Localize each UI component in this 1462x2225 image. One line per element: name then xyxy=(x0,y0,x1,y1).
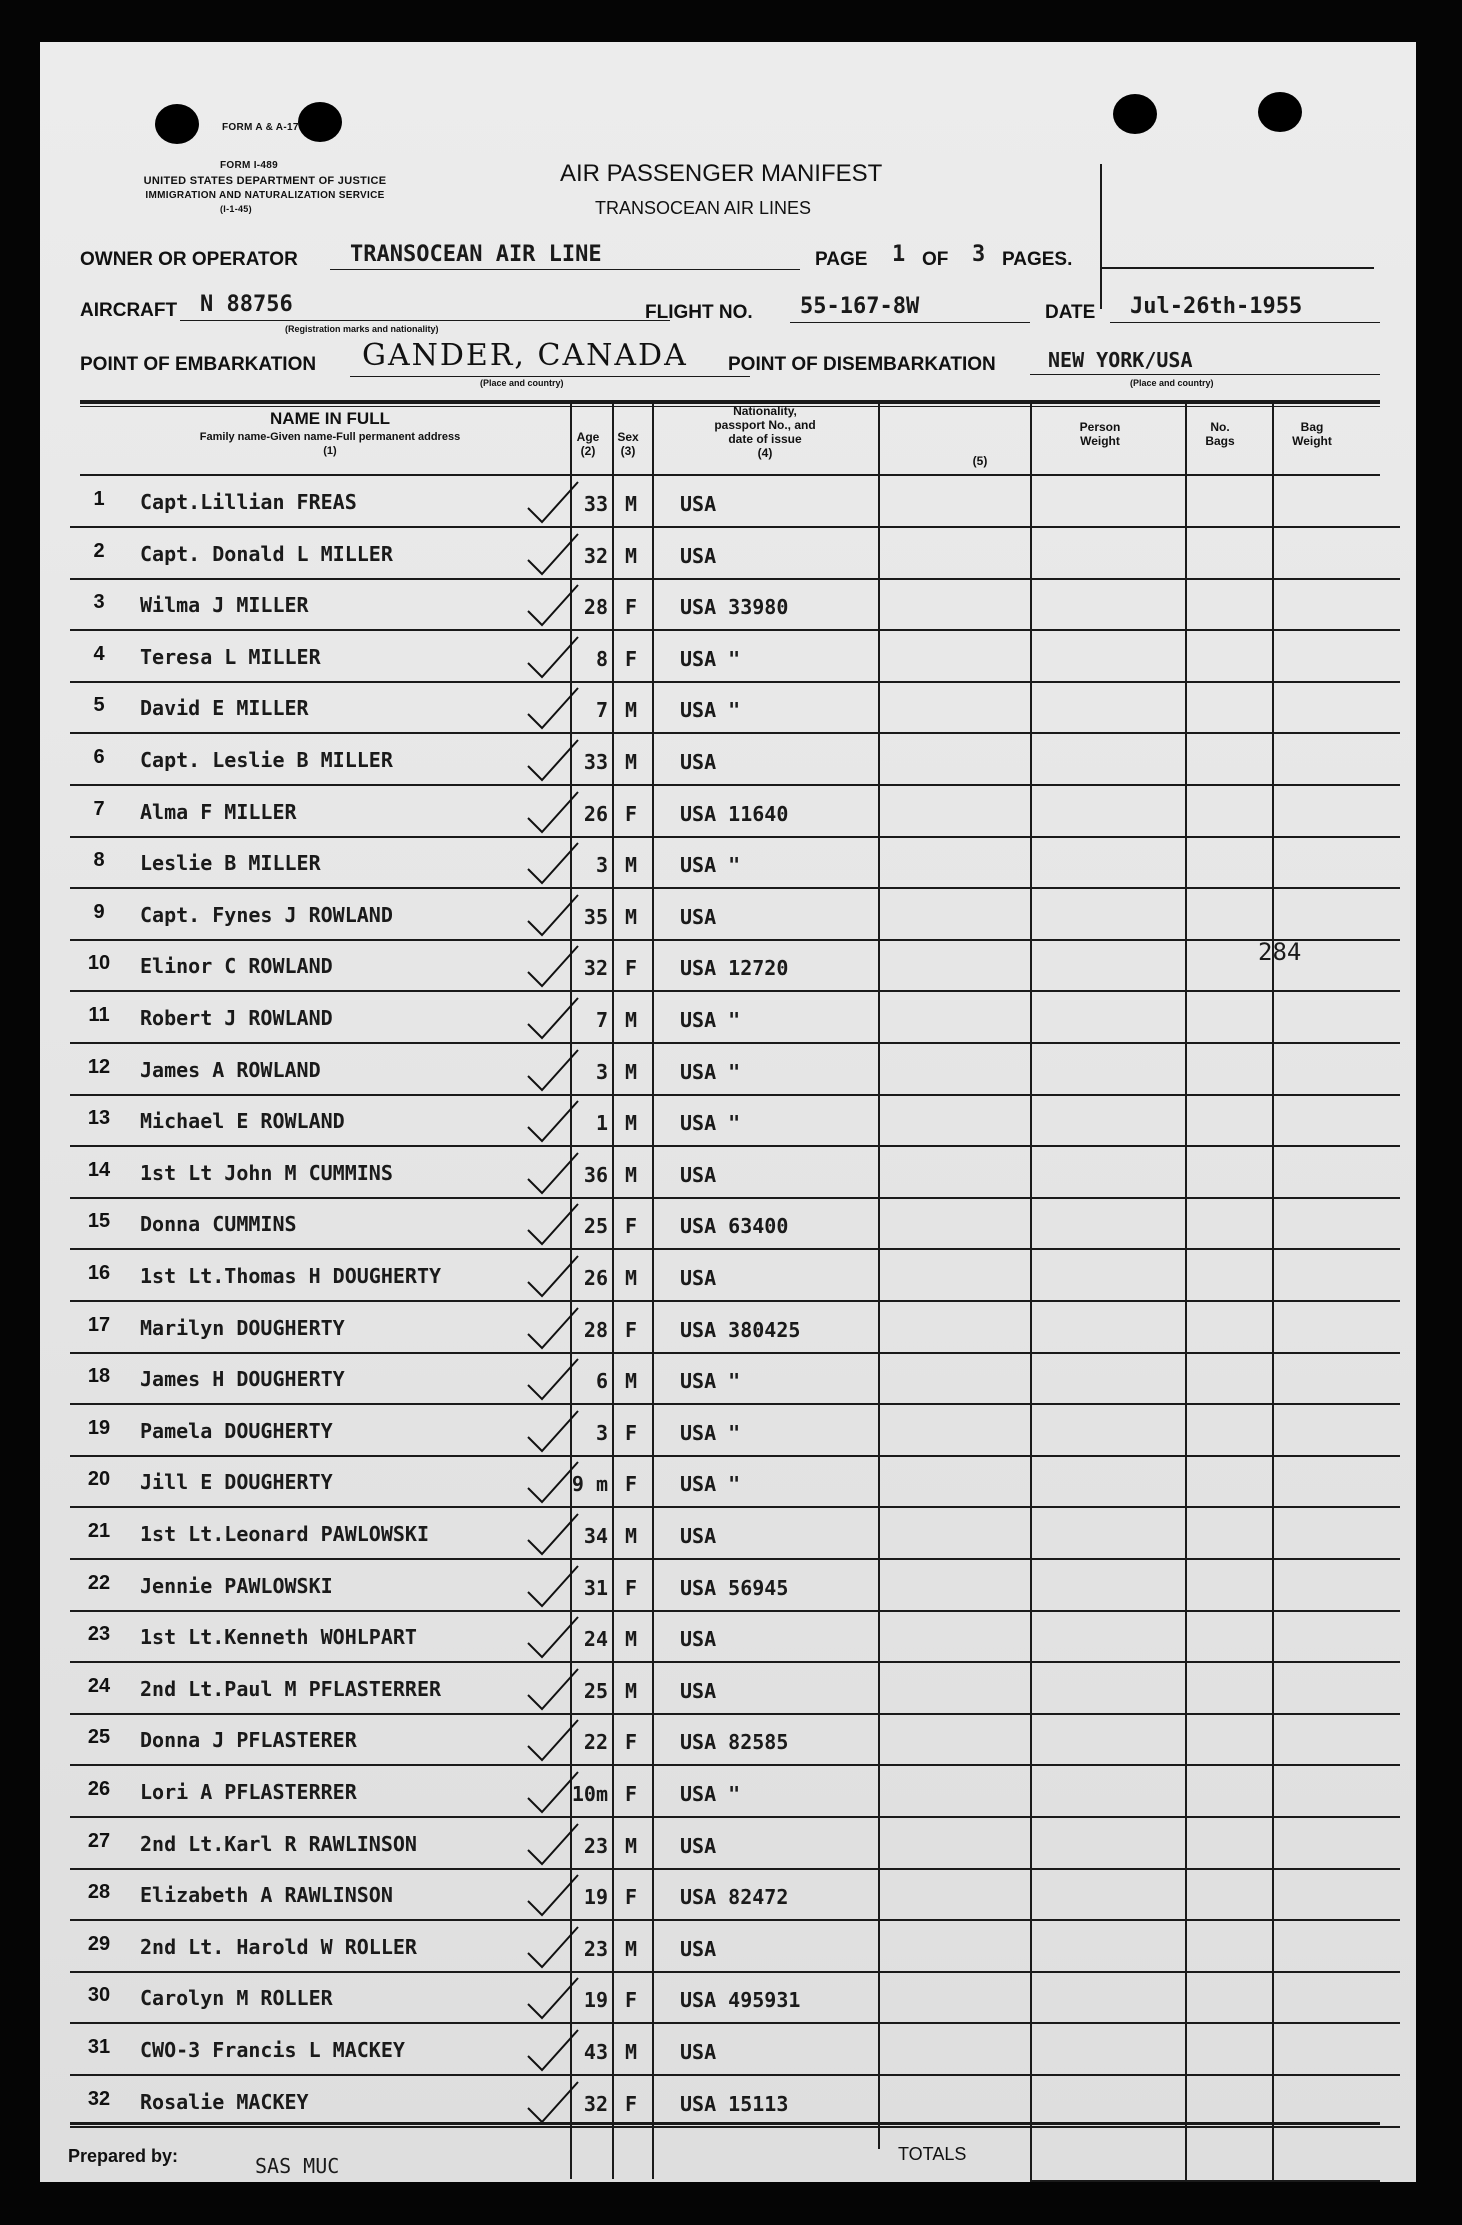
row-rule xyxy=(70,1403,1400,1405)
row-number: 27 xyxy=(87,1829,111,1852)
row-rule xyxy=(70,1145,1400,1147)
passenger-name: 2nd Lt. Harold W ROLLER xyxy=(140,1934,417,1959)
prepared-by-value: SAS MUC xyxy=(255,2154,340,2178)
passenger-row xyxy=(40,1820,1416,1872)
passenger-name: Michael E ROWLAND xyxy=(140,1109,345,1134)
row-number: 5 xyxy=(93,694,105,717)
owner-value: TRANSOCEAN AIR LINE xyxy=(350,242,602,267)
passenger-nationality: USA xyxy=(680,1162,717,1187)
row-number: 13 xyxy=(87,1107,111,1130)
passenger-age: 33 xyxy=(583,750,608,774)
passenger-row xyxy=(40,1149,1416,1201)
department-line-2: IMMIGRATION AND NATURALIZATION SERVICE xyxy=(145,190,385,201)
passenger-row xyxy=(40,994,1416,1046)
passenger-age: 8 xyxy=(595,646,608,671)
passenger-row xyxy=(40,1871,1416,1923)
passenger-name: Elinor C ROWLAND xyxy=(140,954,333,979)
passenger-nationality: USA " xyxy=(680,646,741,671)
airline-name: TRANSOCEAN AIR LINES xyxy=(595,198,812,218)
passenger-age: 3 xyxy=(595,1420,608,1445)
passenger-age: 26 xyxy=(583,1266,608,1290)
passenger-nationality: USA 15113 xyxy=(680,2091,789,2116)
passenger-sex: M xyxy=(624,2040,638,2064)
passenger-age: 19 xyxy=(583,1885,608,1910)
row-rule xyxy=(70,1971,1400,1973)
passenger-row xyxy=(40,1252,1416,1304)
passenger-nationality: USA " xyxy=(680,1472,741,1497)
passenger-age: 28 xyxy=(583,595,608,620)
passenger-sex: M xyxy=(624,853,638,878)
passenger-age: 28 xyxy=(583,1317,608,1342)
passenger-row xyxy=(40,1613,1416,1665)
page-value: 1 xyxy=(892,242,906,267)
passenger-name: Carolyn M ROLLER xyxy=(140,1986,333,2011)
passenger-sex: M xyxy=(624,1111,638,1136)
passenger-nationality: USA " xyxy=(680,1369,741,1394)
col-nationality-header: Nationality, passport No., and date of issue (4) xyxy=(714,404,816,460)
passenger-row xyxy=(40,1046,1416,1098)
disembarkation-value: NEW YORK/USA xyxy=(1048,348,1193,372)
aircraft-label: AIRCRAFT xyxy=(80,300,178,321)
passenger-row xyxy=(40,581,1416,633)
row-rule xyxy=(70,1816,1400,1818)
passenger-nationality: USA 82472 xyxy=(680,1885,789,1910)
row-rule xyxy=(70,1248,1400,1250)
passenger-age: 7 xyxy=(595,698,608,723)
row-rule xyxy=(70,1300,1400,1302)
row-rule xyxy=(70,1919,1400,1921)
passenger-row xyxy=(40,530,1416,582)
form-number: FORM I-489 xyxy=(220,160,279,171)
passenger-sex: M xyxy=(624,1162,638,1187)
passenger-name: 1st Lt.Kenneth WOHLPART xyxy=(140,1625,417,1650)
col-person-weight-header: Person Weight xyxy=(1079,420,1121,448)
row-number: 23 xyxy=(87,1623,111,1646)
page-label: PAGE xyxy=(815,249,868,270)
row-number: 7 xyxy=(93,797,105,820)
manifest-title: AIR PASSENGER MANIFEST xyxy=(560,160,883,187)
passenger-age: 35 xyxy=(583,904,608,929)
row-rule xyxy=(70,1558,1400,1560)
passenger-row xyxy=(40,1716,1416,1768)
row-number: 4 xyxy=(93,642,105,665)
row-rule xyxy=(70,2126,1400,2128)
passenger-nationality: USA " xyxy=(680,853,741,878)
passenger-age: 10m xyxy=(571,1782,608,1806)
manifest-sheet xyxy=(40,42,1416,2182)
row-rule xyxy=(70,578,1400,580)
passenger-name: Marilyn DOUGHERTY xyxy=(140,1315,345,1340)
passenger-nationality: USA xyxy=(680,1266,717,1290)
row-rule xyxy=(70,990,1400,992)
passenger-row xyxy=(40,478,1416,530)
passenger-nationality: USA " xyxy=(680,698,741,723)
passenger-sex: M xyxy=(624,750,638,774)
passenger-sex: F xyxy=(624,1575,638,1600)
passenger-age: 3 xyxy=(595,853,608,878)
passenger-name: James H DOUGHERTY xyxy=(140,1367,345,1392)
passenger-name: 1st Lt John M CUMMINS xyxy=(140,1160,393,1185)
passenger-age: 26 xyxy=(583,801,608,826)
row-number: 29 xyxy=(87,1932,111,1955)
passenger-row xyxy=(40,891,1416,943)
passenger-nationality: USA xyxy=(680,492,717,516)
passenger-row xyxy=(40,633,1416,685)
passenger-age: 31 xyxy=(583,1575,608,1600)
form-top-label: FORM A & A-17 xyxy=(222,122,299,133)
passenger-nationality: USA xyxy=(680,1627,717,1652)
col-bag-weight-header: Bag Weight xyxy=(1292,420,1332,448)
passenger-age: 1 xyxy=(595,1111,608,1136)
passenger-name: Capt. Fynes J ROWLAND xyxy=(140,902,393,927)
department-line-3: (I-1-45) xyxy=(220,204,252,214)
passenger-age: 32 xyxy=(583,956,608,981)
passenger-age: 32 xyxy=(583,543,608,568)
row-number: 1 xyxy=(93,488,105,510)
flight-value: 55-167-8W xyxy=(800,294,920,319)
row-rule xyxy=(70,1713,1400,1715)
passenger-sex: M xyxy=(624,1936,638,1961)
passenger-sex: F xyxy=(624,2091,638,2116)
row-number: 18 xyxy=(87,1365,111,1388)
passenger-sex: F xyxy=(624,1317,638,1342)
passenger-name: Elizabeth A RAWLINSON xyxy=(140,1883,393,1908)
row-rule xyxy=(70,1042,1400,1044)
passenger-nationality: USA xyxy=(680,1833,717,1858)
passenger-nationality: USA " xyxy=(680,1111,741,1136)
passenger-sex: F xyxy=(624,801,638,826)
passenger-name: David E MILLER xyxy=(140,696,309,721)
row-number: 20 xyxy=(87,1468,111,1491)
side-note: 284 xyxy=(1258,938,1302,966)
punch-hole xyxy=(1258,92,1302,132)
passenger-row xyxy=(40,1355,1416,1407)
passenger-name: Jill E DOUGHERTY xyxy=(140,1470,333,1495)
row-rule xyxy=(70,1506,1400,1508)
row-number: 31 xyxy=(87,2036,111,2058)
passenger-nationality: USA xyxy=(680,1524,717,1548)
disembarkation-note: (Place and country) xyxy=(1130,378,1214,388)
passenger-sex: F xyxy=(624,1730,638,1755)
embarkation-note: (Place and country) xyxy=(480,378,564,388)
passenger-name: Lori A PFLASTERRER xyxy=(140,1780,357,1804)
punch-hole xyxy=(1113,94,1157,134)
passenger-nationality: USA 33980 xyxy=(680,595,789,620)
passenger-nationality: USA xyxy=(680,2040,717,2064)
passenger-sex: M xyxy=(624,1627,638,1652)
passenger-row xyxy=(40,1768,1416,1820)
pages-label: PAGES. xyxy=(1002,249,1073,270)
passenger-row xyxy=(40,1458,1416,1510)
aircraft-value: N 88756 xyxy=(200,292,293,317)
row-number: 17 xyxy=(87,1313,111,1336)
row-rule xyxy=(70,1352,1400,1354)
passenger-age: 34 xyxy=(583,1524,608,1548)
passenger-name: Capt. Leslie B MILLER xyxy=(140,748,393,772)
row-rule xyxy=(70,1610,1400,1612)
passenger-sex: M xyxy=(624,904,638,929)
embarkation-value: GANDER, CANADA xyxy=(362,338,688,373)
row-rule xyxy=(70,732,1400,734)
row-number: 8 xyxy=(93,849,105,872)
passenger-name: Pamela DOUGHERTY xyxy=(140,1418,333,1443)
row-number: 22 xyxy=(87,1571,111,1594)
passenger-age: 24 xyxy=(583,1627,608,1652)
punch-hole xyxy=(298,102,342,142)
row-rule xyxy=(70,681,1400,683)
punch-hole xyxy=(155,104,199,144)
passenger-sex: F xyxy=(624,1988,638,2013)
passenger-row xyxy=(40,1200,1416,1252)
passenger-age: 36 xyxy=(583,1162,608,1187)
row-rule xyxy=(70,1661,1400,1663)
passenger-sex: F xyxy=(624,1420,638,1445)
row-number: 12 xyxy=(87,1055,111,1078)
passenger-name: Donna CUMMINS xyxy=(140,1212,297,1237)
passenger-sex: F xyxy=(624,1472,638,1497)
passenger-age: 43 xyxy=(583,2040,608,2064)
row-rule xyxy=(70,836,1400,838)
passenger-row xyxy=(40,684,1416,736)
passenger-nationality: USA 12720 xyxy=(680,956,789,981)
passenger-row xyxy=(40,2026,1416,2078)
row-number: 2 xyxy=(93,539,105,562)
col-age-header: Age (2) xyxy=(576,430,600,458)
row-number: 26 xyxy=(87,1778,111,1800)
row-rule xyxy=(70,784,1400,786)
row-number: 9 xyxy=(93,900,105,923)
passenger-age: 6 xyxy=(595,1369,608,1394)
flight-label: FLIGHT NO. xyxy=(645,302,753,323)
passenger-name: Teresa L MILLER xyxy=(140,644,321,669)
col-name-header: NAME IN FULL Family name-Given name-Full permanent address (1) xyxy=(199,409,461,457)
disembarkation-label: POINT OF DISEMBARKATION xyxy=(728,354,996,375)
row-rule xyxy=(70,939,1400,941)
passenger-nationality: USA " xyxy=(680,1059,741,1084)
registration-note: (Registration marks and nationality) xyxy=(285,324,439,334)
row-number: 10 xyxy=(87,952,111,975)
passenger-nationality: USA 495931 xyxy=(680,1988,801,2013)
row-rule xyxy=(70,2074,1400,2076)
row-rule xyxy=(70,526,1400,528)
passenger-row xyxy=(40,1665,1416,1717)
passenger-row xyxy=(40,1923,1416,1975)
col-bags-header: No. Bags xyxy=(1205,420,1235,448)
passenger-nationality: USA 11640 xyxy=(680,801,789,826)
embarkation-label: POINT OF EMBARKATION xyxy=(80,354,317,375)
passenger-nationality: USA xyxy=(680,904,717,929)
passenger-name: 2nd Lt.Karl R RAWLINSON xyxy=(140,1831,417,1856)
date-value: Jul-26th-1955 xyxy=(1130,294,1303,319)
passenger-name: Capt. Donald L MILLER xyxy=(140,541,393,566)
passenger-age: 9 m xyxy=(571,1472,608,1497)
passenger-sex: M xyxy=(624,1059,638,1084)
passenger-nationality: USA 56945 xyxy=(680,1575,789,1600)
passenger-name: James A ROWLAND xyxy=(140,1057,321,1082)
passenger-nationality: USA 63400 xyxy=(680,1214,789,1239)
row-number: 28 xyxy=(87,1881,111,1904)
passenger-nationality: USA xyxy=(680,1678,717,1703)
passenger-row xyxy=(40,942,1416,994)
passenger-age: 23 xyxy=(583,1833,608,1858)
passenger-sex: M xyxy=(624,698,638,723)
passenger-sex: M xyxy=(624,1008,638,1032)
row-number: 32 xyxy=(87,2087,111,2110)
row-number: 3 xyxy=(93,591,105,614)
passenger-row xyxy=(40,1304,1416,1356)
passenger-sex: M xyxy=(624,1678,638,1703)
of-value: 3 xyxy=(972,242,986,267)
passenger-row xyxy=(40,1510,1416,1562)
passenger-age: 7 xyxy=(595,1008,608,1032)
row-rule xyxy=(70,1764,1400,1766)
passenger-sex: F xyxy=(624,1782,638,1806)
passenger-row xyxy=(40,839,1416,891)
row-number: 15 xyxy=(87,1210,111,1233)
passenger-nationality: USA xyxy=(680,543,717,568)
of-label: OF xyxy=(922,249,949,270)
row-number: 11 xyxy=(88,1004,110,1026)
passenger-nationality: USA " xyxy=(680,1420,741,1445)
passenger-sex: F xyxy=(624,1885,638,1910)
row-number: 24 xyxy=(87,1674,111,1697)
passenger-sex: M xyxy=(624,1524,638,1548)
row-rule xyxy=(70,1868,1400,1870)
passenger-sex: F xyxy=(624,646,638,671)
passenger-age: 33 xyxy=(583,492,608,516)
row-rule xyxy=(70,629,1400,631)
passenger-age: 32 xyxy=(583,2091,608,2116)
passenger-sex: M xyxy=(624,1266,638,1290)
row-number: 30 xyxy=(87,1984,111,2007)
passenger-row xyxy=(40,1097,1416,1149)
passenger-name: Capt.Lillian FREAS xyxy=(140,490,357,514)
passenger-sex: M xyxy=(624,1833,638,1858)
passenger-age: 3 xyxy=(595,1059,608,1084)
passenger-name: 1st Lt.Leonard PAWLOWSKI xyxy=(140,1522,429,1546)
passenger-nationality: USA xyxy=(680,750,717,774)
passenger-row xyxy=(40,1407,1416,1459)
row-number: 16 xyxy=(87,1262,111,1284)
passenger-nationality: USA xyxy=(680,1936,717,1961)
row-number: 14 xyxy=(87,1158,111,1181)
passenger-name: Donna J PFLASTERER xyxy=(140,1728,357,1753)
passenger-age: 25 xyxy=(583,1214,608,1239)
row-rule xyxy=(70,887,1400,889)
totals-label: TOTALS xyxy=(898,2144,967,2164)
passenger-nationality: USA 380425 xyxy=(680,1317,801,1342)
row-rule xyxy=(70,1094,1400,1096)
row-rule xyxy=(70,2022,1400,2024)
passenger-sex: M xyxy=(624,543,638,568)
passenger-name: 2nd Lt.Paul M PFLASTERRER xyxy=(140,1676,442,1701)
passenger-age: 25 xyxy=(583,1678,608,1703)
passenger-row xyxy=(40,1974,1416,2026)
row-number: 21 xyxy=(87,1520,111,1542)
passenger-name: Alma F MILLER xyxy=(140,799,297,824)
passenger-age: 22 xyxy=(583,1730,608,1755)
passenger-sex: F xyxy=(624,595,638,620)
row-rule xyxy=(70,1455,1400,1457)
passenger-nationality: USA 82585 xyxy=(680,1730,789,1755)
passenger-row xyxy=(40,1562,1416,1614)
row-number: 19 xyxy=(87,1416,111,1439)
date-label: DATE xyxy=(1045,302,1096,323)
col-5-header: (5) xyxy=(972,454,988,468)
passenger-sex: F xyxy=(624,956,638,981)
passenger-name: CWO-3 Francis L MACKEY xyxy=(140,2038,405,2062)
row-number: 25 xyxy=(87,1726,111,1749)
passenger-nationality: USA " xyxy=(680,1782,741,1806)
passenger-name: Jennie PAWLOWSKI xyxy=(140,1573,333,1598)
passenger-name: Rosalie MACKEY xyxy=(140,2089,309,2114)
row-rule xyxy=(70,1197,1400,1199)
passenger-name: 1st Lt.Thomas H DOUGHERTY xyxy=(140,1264,442,1288)
prepared-by-label: Prepared by: xyxy=(68,2146,179,2166)
passenger-sex: F xyxy=(624,1214,638,1239)
row-number: 6 xyxy=(93,746,105,768)
department-line-1: UNITED STATES DEPARTMENT OF JUSTICE xyxy=(143,175,387,187)
passenger-sex: M xyxy=(624,492,638,516)
passenger-age: 19 xyxy=(583,1988,608,2013)
passenger-name: Leslie B MILLER xyxy=(140,851,321,876)
passenger-row xyxy=(40,736,1416,788)
passenger-nationality: USA " xyxy=(680,1008,741,1032)
passenger-name: Robert J ROWLAND xyxy=(140,1006,333,1030)
passenger-age: 23 xyxy=(583,1936,608,1961)
passenger-sex: M xyxy=(624,1369,638,1394)
col-sex-header: Sex (3) xyxy=(617,430,639,458)
owner-label: OWNER OR OPERATOR xyxy=(80,249,298,270)
passenger-row xyxy=(40,788,1416,840)
passenger-name: Wilma J MILLER xyxy=(140,593,309,618)
